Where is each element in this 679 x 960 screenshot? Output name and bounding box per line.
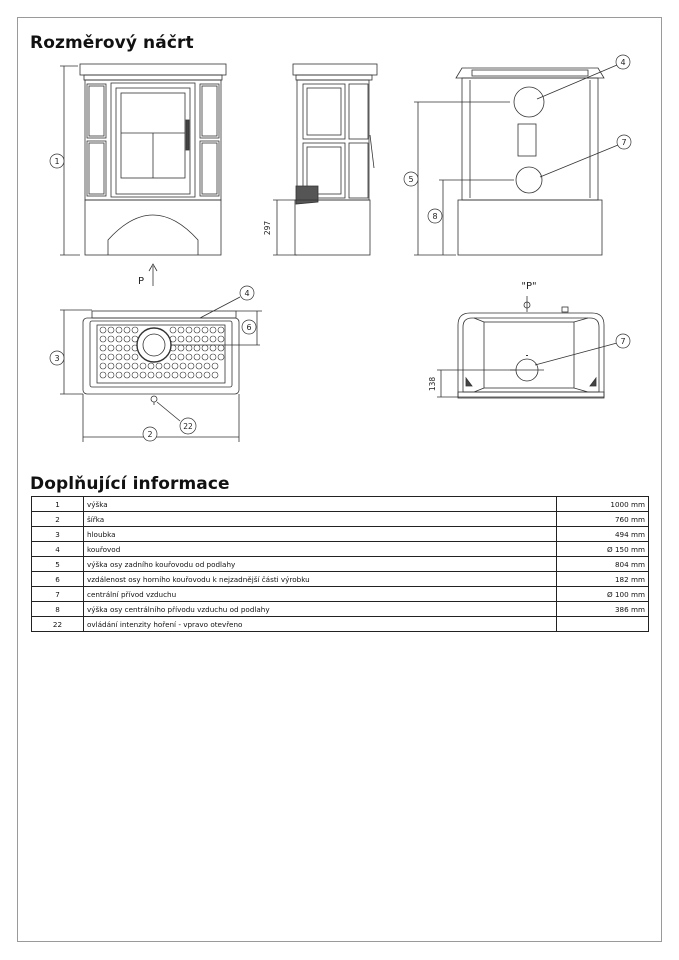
svg-text:4: 4 <box>620 58 626 67</box>
info-table <box>31 496 649 632</box>
row-label: centrální přívod vzduchu <box>84 587 557 602</box>
view-marker-p: P <box>137 276 145 287</box>
table-row <box>32 617 649 632</box>
row-label: výška osy centrálního přívodu vzduchu od podlahy <box>84 602 557 617</box>
view-title-p: "P" <box>521 281 537 292</box>
rear-view <box>414 65 618 255</box>
callout-3 <box>50 351 64 365</box>
table-row <box>32 557 649 572</box>
dimension-297: 297 <box>263 220 272 236</box>
row-label: kouřovod <box>84 542 557 557</box>
svg-text:1: 1 <box>54 157 60 166</box>
row-number: 1 <box>32 497 84 512</box>
callout-7-view-p <box>616 334 630 348</box>
row-label: výška <box>84 497 557 512</box>
callout-22 <box>180 418 196 434</box>
callout-1 <box>50 154 64 168</box>
table-row <box>32 512 649 527</box>
svg-text:5: 5 <box>408 175 414 184</box>
svg-text:2: 2 <box>147 430 153 439</box>
row-label: šířka <box>84 512 557 527</box>
dimension-drawing <box>0 0 679 470</box>
row-value: 494 mm <box>556 527 648 542</box>
callout-7-rear <box>617 135 631 149</box>
row-number: 4 <box>32 542 84 557</box>
svg-text:3: 3 <box>54 354 60 363</box>
callout-5 <box>404 172 418 186</box>
svg-text:8: 8 <box>432 212 438 221</box>
row-value: 804 mm <box>556 557 648 572</box>
row-value: Ø 100 mm <box>556 587 648 602</box>
section-title-additional-info: Doplňující informace <box>30 474 230 494</box>
row-value <box>556 617 648 632</box>
section-title-dimensions: Rozměrový náčrt <box>30 33 194 53</box>
front-view <box>60 64 226 255</box>
view-arrow <box>149 264 157 286</box>
svg-text:7: 7 <box>620 337 626 346</box>
svg-text:6: 6 <box>246 323 252 332</box>
callout-6 <box>242 320 256 334</box>
table-row <box>32 602 649 617</box>
top-view <box>60 297 262 442</box>
row-number: 22 <box>32 617 84 632</box>
callout-8 <box>428 209 442 223</box>
row-number: 6 <box>32 572 84 587</box>
row-value: 386 mm <box>556 602 648 617</box>
row-label: vzdálenost osy horního kouřovodu k nejzadnější části výrobku <box>84 572 557 587</box>
callout-4-top <box>240 286 254 300</box>
row-label: ovládání intenzity hoření - vpravo otevřeno <box>84 617 557 632</box>
callout-4-rear <box>616 55 630 69</box>
table-row <box>32 587 649 602</box>
row-number: 8 <box>32 602 84 617</box>
row-number: 3 <box>32 527 84 542</box>
row-value: 182 mm <box>556 572 648 587</box>
row-number: 5 <box>32 557 84 572</box>
row-label: hloubka <box>84 527 557 542</box>
view-p <box>437 296 617 398</box>
table-row <box>32 497 649 512</box>
row-label: výška osy zadního kouřovodu od podlahy <box>84 557 557 572</box>
table-row <box>32 527 649 542</box>
row-number: 2 <box>32 512 84 527</box>
row-value: Ø 150 mm <box>556 542 648 557</box>
svg-text:7: 7 <box>621 138 627 147</box>
row-number: 7 <box>32 587 84 602</box>
callout-2 <box>143 427 157 441</box>
side-view <box>273 64 377 255</box>
svg-text:4: 4 <box>244 289 250 298</box>
svg-text:22: 22 <box>183 422 193 431</box>
row-value: 760 mm <box>556 512 648 527</box>
dimension-138: 138 <box>428 376 437 392</box>
table-row <box>32 572 649 587</box>
table-row <box>32 542 649 557</box>
row-value: 1000 mm <box>556 497 648 512</box>
